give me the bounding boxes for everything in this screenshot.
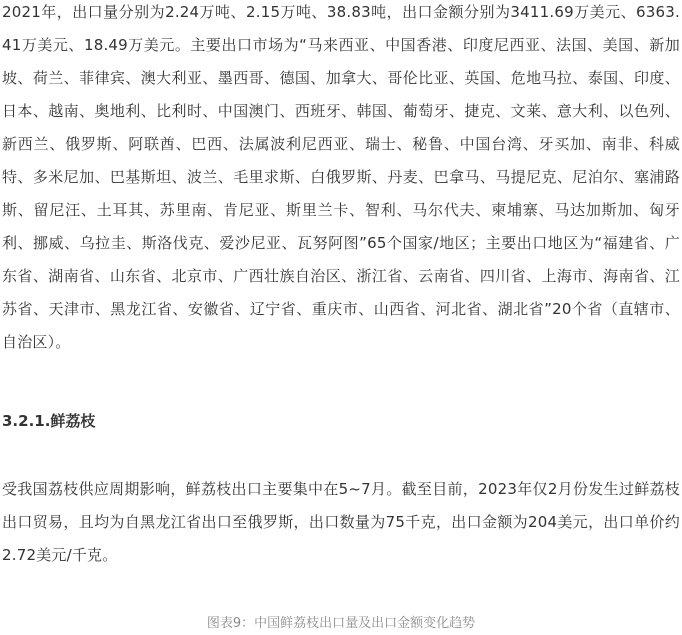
section-heading-fresh-lychee: 3.2.1.鲜荔枝 bbox=[2, 412, 96, 430]
fresh-lychee-paragraph: 受我国荔枝供应周期影响，鲜荔枝出口主要集中在5~7月。截至目前，2023年仅2月份发生过鲜荔枝出口贸易，且均为自黑龙江省出口至俄罗斯，出口数量为75千克，出口金额为204美元，出口单价约2.72美元/千克。 bbox=[2, 480, 680, 564]
export-summary-paragraph: 2021年，出口量分别为2.24万吨、2.15万吨、38.83吨，出口金额分别为3411.69万美元、6363.41万美元、18.49万美元。主要出口市场为“马来西亚、中国香港、印度尼西亚、法国、美国、新加坡、荷兰、菲律宾、澳大利亚、墨西哥、德国、加拿大、哥伦比亚、英国、危地马拉、泰国、印度、日本、越南、奥地利、比利时、中国澳门、西班牙、韩国、葡萄牙、捷克、文莱、意大利、以色列、新西兰、俄罗斯、阿联酋、巴西、法属波利尼西亚、瑞士、秘鲁、中国台湾、牙买加、南非、科威特、多米尼加、巴基斯坦、波兰、毛里求斯、白俄罗斯、丹麦、巴拿马、马提尼克、尼泊尔、塞浦路斯、留尼汪、土耳其、苏里南、肯尼亚、斯里兰卡、智利、马尔代夫、柬埔寨、马达加斯加、匈牙利、挪威、乌拉圭、斯洛伐克、爱沙尼亚、瓦努阿图”65个国家/地区；主要出口地区为“福建省、广东省、湖南省、山东省、北京市、广西壮族自治区、浙江省、云南省、四川省、上海市、海南省、江苏省、天津市、黑龙江省、安徽省、辽宁省、重庆市、山西省、河北省、湖北省”20个省（直辖市、自治区）。 bbox=[2, 3, 680, 351]
figure-caption: 图表9：中国鲜荔枝出口量及出口金额变化趋势 bbox=[206, 616, 476, 631]
